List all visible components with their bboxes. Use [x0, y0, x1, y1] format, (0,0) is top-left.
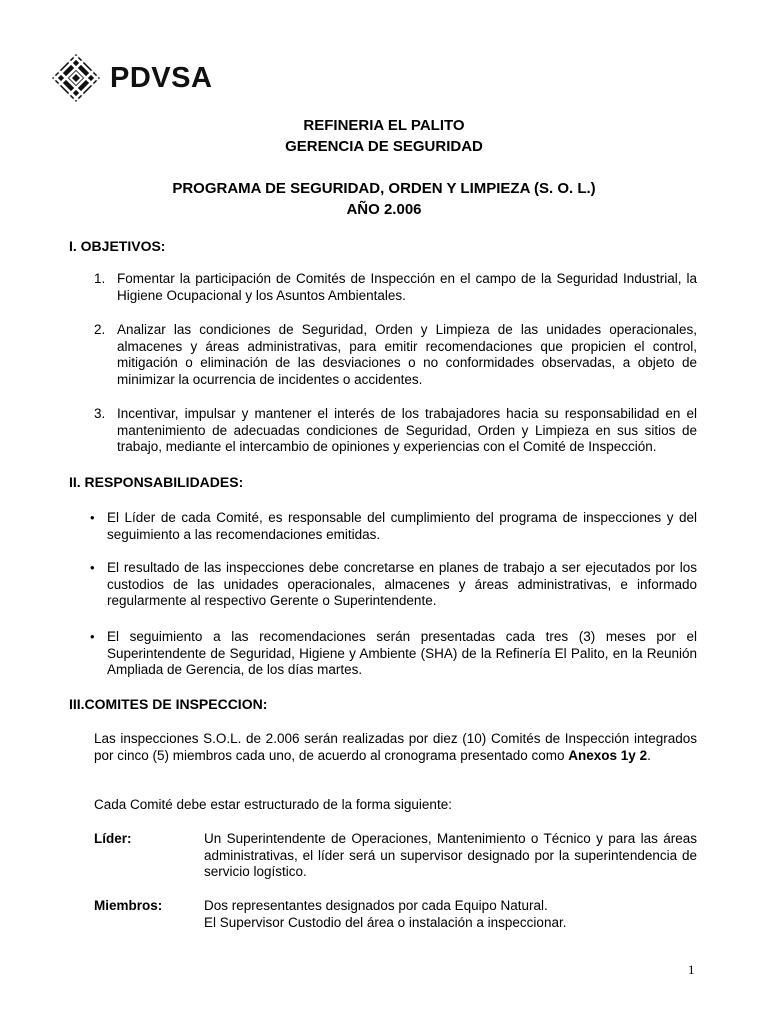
anexos-reference: Anexos 1y 2 [568, 747, 648, 763]
objective-1: Fomentar la participación de Comités de Inspección en el campo de la Seguridad Industrial, la Higiene Ocupacional y los Asuntos Ambientales. [117, 271, 697, 303]
bullet-icon: • [90, 510, 95, 525]
objective-3: Incentivar, impulsar y mantener el interés de los trabajadores hacia su responsabilidad en el mantenimiento de adecuadas condiciones de Seguridad, Orden y Limpieza en sus sitios de trabajo, mediante el intercambio de opiniones y experiencias con el Comité de Inspección. [117, 406, 697, 455]
section-objetivos-heading: I. OBJETIVOS: [69, 238, 166, 254]
section-responsabilidades-heading: II. RESPONSABILIDADES: [69, 474, 244, 490]
leader-label: Líder: [94, 831, 132, 846]
pdvsa-logo-icon [51, 53, 101, 103]
responsibility-1: El Líder de cada Comité, es responsable del cumplimiento del programa de inspecciones y del seguimiento a las recomendaciones emitidas. [107, 510, 697, 542]
responsibility-3: El seguimiento a las recomendaciones serán presentadas cada tres (3) meses por el Superintendente de Seguridad, Higiene y Ambiente (SHA) de la Refinería El Palito, en la Reunión Ampliada de Gerencia, de los días martes. [107, 629, 697, 678]
title-refinery: REFINERIA EL PALITO [303, 117, 465, 134]
list-item-number: 1. [94, 271, 106, 286]
bullet-icon: • [90, 629, 95, 644]
title-program: PROGRAMA DE SEGURIDAD, ORDEN Y LIMPIEZA (S. O. L.) [172, 180, 596, 197]
objective-2: Analizar las condiciones de Seguridad, Orden y Limpieza de las unidades operacionales, almacenes y áreas administrativas, para emitir recomendaciones que propicien el control, mitigación o eliminación de las desviaciones o no conformidades observadas, a objeto de minimizar la ocurrencia de incidentes o accidentes. [117, 322, 697, 387]
responsibility-2: El resultado de las inspecciones debe concretarse en planes de trabajo a ser ejecutados por los custodios de las unidades operacionales, almacenes y áreas administrativas, e informado regularmente al respectivo Gerente o Superintendente. [107, 560, 697, 609]
page-number: 1 [688, 962, 695, 977]
leader-description: Un Superintendente de Operaciones, Mantenimiento o Técnico y para las áreas administrativas, el líder será un supervisor designado por la superintendencia de servicio logístico. [204, 831, 697, 880]
bullet-icon: • [90, 560, 95, 575]
title-management: GERENCIA DE SEGURIDAD [285, 138, 483, 155]
members-line-1: Dos representantes designados por cada Equipo Natural. [204, 898, 548, 913]
structure-intro: Cada Comité debe estar estructurado de la forma siguiente: [94, 797, 452, 812]
comites-intro-text: Las inspecciones S.O.L. de 2.006 serán realizadas por diez (10) Comités de Inspección integrados por cinco (5) miembros cada uno, de acuerdo al cronograma presentado como [94, 731, 697, 763]
title-year: AÑO 2.006 [346, 201, 422, 218]
logo-text: PDVSA [110, 61, 213, 94]
comites-intro-end: . [647, 747, 651, 763]
pdvsa-logo [51, 53, 212, 103]
members-line-2: El Supervisor Custodio del área o instalación a inspeccionar. [204, 915, 567, 930]
section-comites-heading: III.COMITES DE INSPECCION: [69, 696, 268, 712]
list-item-number: 2. [94, 322, 106, 337]
comites-intro-paragraph [94, 731, 697, 764]
list-item-number: 3. [94, 406, 106, 421]
members-label: Miembros: [94, 898, 163, 913]
